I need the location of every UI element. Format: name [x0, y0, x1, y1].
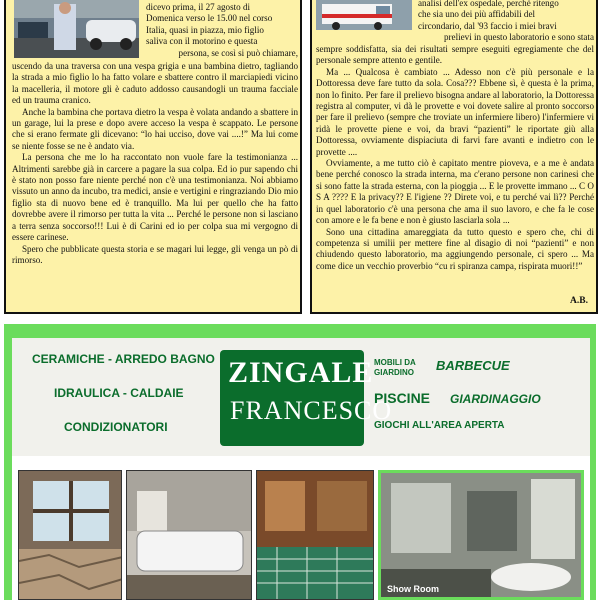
logo-firstname: FRANCESCO [230, 396, 393, 425]
paragraph: uscendo da una traversa con una vespa grigia e una bambina dietro, tagliando la strada a mio figlio lo ha fatto volare e sbattere contro il marciapiedi vicino la macelleria, il motore gli è caduto addosso causandogli un trauma facciale ed un trauma cranico. [12, 61, 298, 106]
paragraph: Anche la bambina che portava dietro la vespa è volata andando a sbattere in un garage, lui la prese e dopo avere acceso la vespa è scappato. Le persone che si erano fermate gli dicevano: “lo hai ucciso, dove vai ....!” Ma lui come se niente fosse se ne è andato via. [12, 106, 298, 151]
ad-mobili-1: MOBILI DA [374, 358, 416, 367]
photo-bathtub-image [127, 471, 252, 600]
text-line: Italia, quasi in piazza, mio figlio [146, 24, 264, 35]
paragraph: Spero che pubblicate questa storia e se magari lui legge, gli venga un pò di rimorso. [12, 243, 298, 265]
paragraph: sempre soddisfatta, sia dei risultati sempre eseguiti egregiamente che del personale sempre attento e gentile. [316, 44, 594, 66]
ad-banner [12, 338, 590, 456]
photo-bathtub [126, 470, 252, 600]
ad-condizionatori: CONDIZIONATORI [64, 420, 168, 434]
text-line: dicevo prima, il 27 agosto di [146, 2, 251, 12]
ad-piscine: PISCINE [374, 390, 431, 406]
photo-showroom-image [381, 473, 581, 597]
advertisement [4, 324, 596, 600]
article-right [310, 0, 598, 314]
article-left-top-lines [146, 2, 298, 59]
article-right-top-lines [418, 0, 594, 44]
logo-name: ZINGALE [228, 356, 374, 389]
photo-window [18, 470, 122, 600]
text-line: che sia uno dei più affidabili del [418, 9, 536, 20]
ad-barbecue: BARBECUE [436, 358, 510, 373]
article-right-body [316, 44, 594, 272]
photo-window-image [19, 471, 122, 600]
photo-showroom [378, 470, 584, 600]
paragraph: Ovviamente, a me tutto ciò è capitato mentre pioveva, e a me è andata bene perché conosco la strada interna, ma c'erano persone non carinesi che si sono fatte la strada esterna, con la pioggia ... E le provette immano ... C O S A ???? E la privacy?? E l'igiene ?? Direte voi, e tu perché vai lì?? Perché in quel laboratorio c'è una persona che ama il suo lavoro, e che fa le cose con amore e le fa bene e non è giusto lasciarla sola ... [316, 158, 594, 226]
zingale-logo [220, 350, 393, 446]
text-line: Domenica verso le 15.00 nel corso [146, 13, 273, 24]
text-line: persona, se così si può chiamare, [178, 47, 298, 58]
photo-kitchen [256, 470, 374, 600]
text-line: prelievi in questo laboratorio e sono stata [443, 32, 594, 43]
article-left [4, 0, 302, 314]
ad-giardinaggio: GIARDINAGGIO [450, 392, 541, 406]
showroom-label: Show Room [387, 584, 439, 594]
ad-ceramiche: CERAMICHE - ARREDO BAGNO [32, 352, 215, 366]
text-line: circondario, dal '93 faccio i miei bravi [418, 20, 557, 31]
paragraph: La persona che me lo ha raccontato non vuole fare la testimonianza ... Altrimenti sarebbe già in carcere a pagare la sua colpa. Ed io pur sapendo chi è stato non posso fare niente perché non c'è una testimonianza. Noi abbiamo vissuto un anno da incubo, tra medici, ansie e vertigini e ringraziando Dio mio figlio sta di nuovo bene ed è tranquillo. Ma lui per quello che ha fatto dovrebbe avere il rimorso per tutta la vita ... Perché le persone non si lasciano a terra senza soccorso!!! Lui è di Carini ed io per colpa sua mi vergogno di essere carinese. [12, 152, 298, 243]
signature: A.B. [570, 296, 588, 306]
street-photo-image [14, 0, 139, 58]
street-photo [14, 0, 139, 58]
text-line: saliva con il motorino e questa [146, 36, 258, 47]
ad-idraulica: IDRAULICA - CALDAIE [54, 386, 184, 400]
paragraph: Ma ... Qualcosa è cambiato ... Adesso non c'è più personale e la Dottoressa deve fare tutto da sola. Cosa??? Ebbene sì, è questa è la prima, non lo finito. Per fare il prelievo bisogna andare al laboratorio, la Dottoressa registra al computer, vi dà le provette e voi dovete salire al pronto soccorso per fare il prelievo (sempre che troviate un infermiere libero) l'infermiere vi ridà le provette piene e voi, da bravi “pazienti” le riportate giù alla Dottoressa, ovviamente dispiaciuta di farvi fare avanti e indietro con le provette .... [316, 66, 594, 157]
paragraph: Sono una cittadina amareggiata da tutto questo e spero che, chi di competenza si umilii per mettere fine al disagio di noi “pazienti” e non chiudendo questo laboratorio, ma aggiungendo personale, ci spero ... Ma come dice un vecchio proverbio “cu ri spiranza campa, rispirata muori!!” [316, 226, 594, 271]
article-left-body [12, 61, 298, 266]
ambulance-photo [316, 0, 412, 30]
text-line: analisi dell'ex ospedale, perché ritengo [418, 0, 559, 8]
ad-mobili-2: GIARDINO [374, 368, 414, 377]
photo-kitchen-image [257, 471, 374, 600]
ad-giochi: GIOCHI ALL'AREA APERTA [374, 420, 505, 431]
advertisement-panel [12, 338, 590, 600]
ambulance-photo-image [316, 0, 412, 30]
